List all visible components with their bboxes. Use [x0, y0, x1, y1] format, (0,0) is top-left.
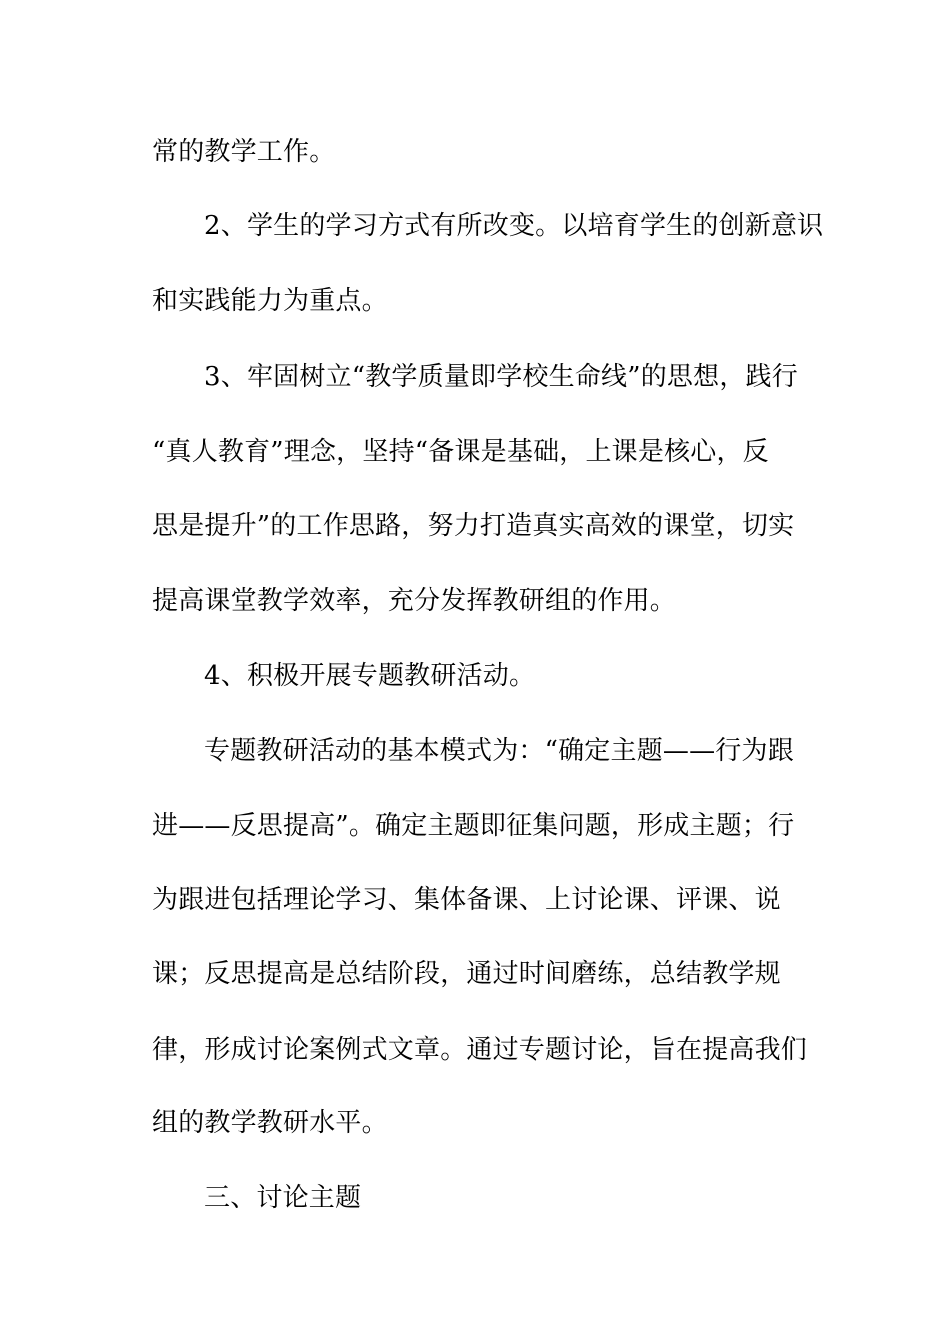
list-item-2: 2、学生的学习方式有所改变。以培育学生的创新意识: [204, 211, 824, 241]
text-line: 提高课堂教学效率，充分发挥教研组的作用。: [152, 586, 677, 616]
text-line: 常的教学工作。: [152, 137, 336, 167]
text-line: “真人教育”理念，坚持“备课是基础，上课是核心，反: [152, 437, 769, 467]
text-line: 组的教学教研水平。: [152, 1108, 388, 1138]
text-line: 为跟进包括理论学习、集体备课、上讨论课、评课、说: [152, 885, 781, 915]
section-heading: 三、讨论主题: [204, 1183, 362, 1213]
text-line: 和实践能力为重点。: [152, 286, 388, 316]
text-line: 律，形成讨论案例式文章。通过专题讨论，旨在提高我们: [152, 1035, 808, 1065]
text-line: 进——反思提高”。确定主题即征集问题，形成主题；行: [152, 811, 795, 841]
text-line: 课；反思提高是总结阶段，通过时间磨练，总结教学规: [152, 959, 781, 989]
paragraph-start: 专题教研活动的基本模式为：“确定主题——行为跟: [204, 736, 794, 766]
list-item-3: 3、牢固树立“教学质量即学校生命线”的思想，践行: [204, 362, 798, 392]
list-item-4: 4、积极开展专题教研活动。: [204, 661, 536, 691]
text-line: 思是提升”的工作思路，努力打造真实高效的课堂，切实: [152, 511, 795, 541]
